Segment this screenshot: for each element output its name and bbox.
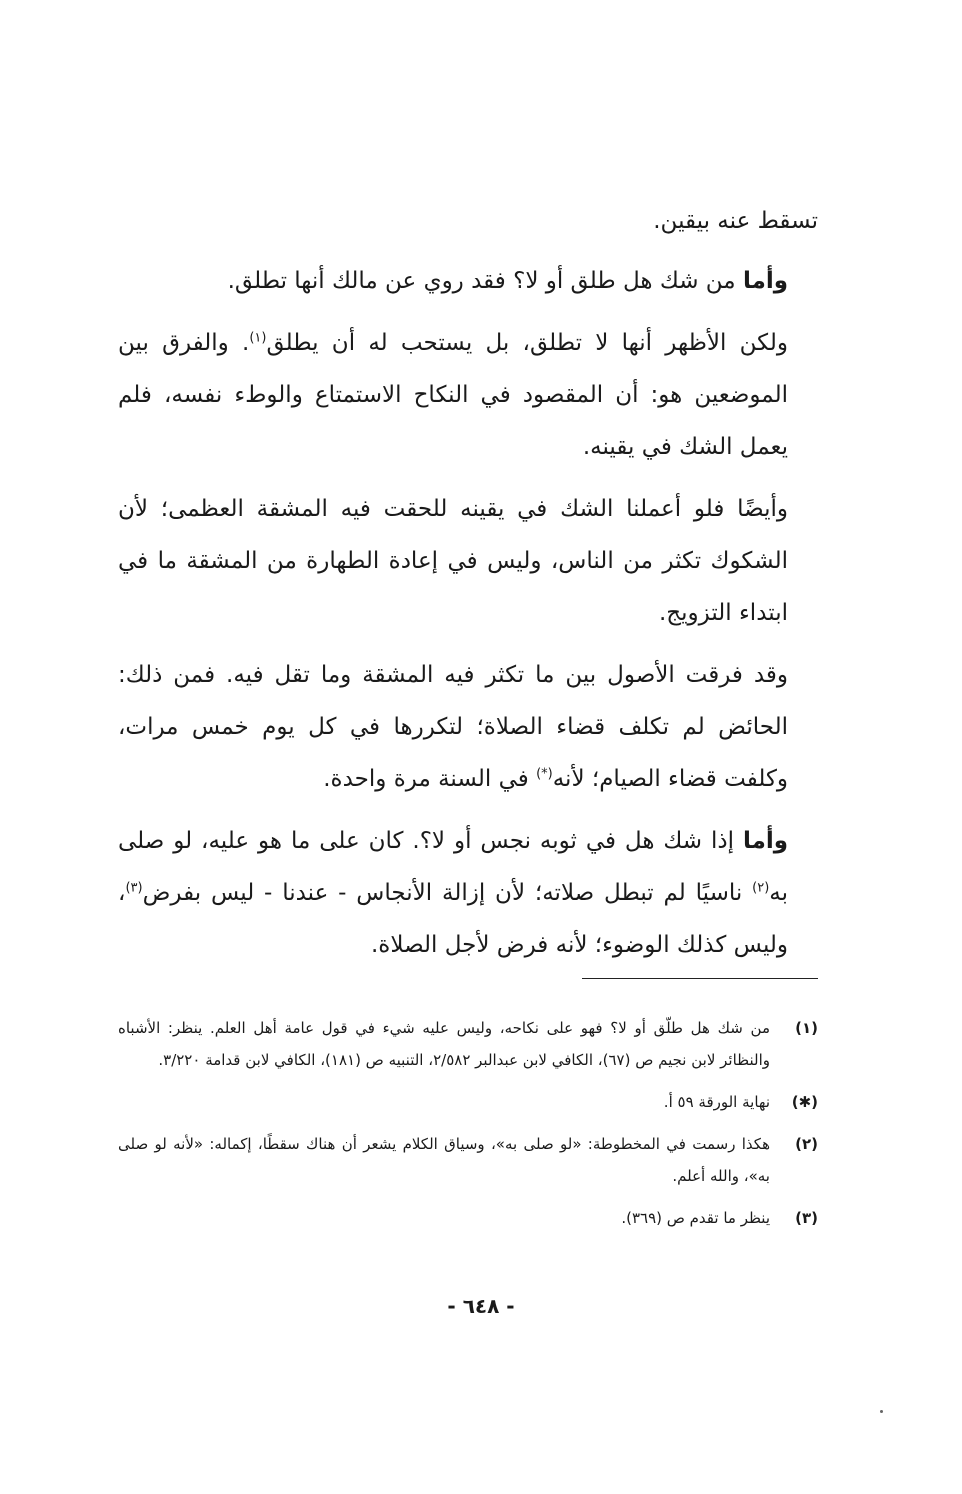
footnotes — [118, 1012, 818, 1244]
footnote-ref-1[interactable]: (١) — [249, 330, 267, 346]
paragraph-1 — [118, 255, 818, 307]
footnote-2 — [118, 1128, 818, 1192]
paragraph-1-lead: وأما — [742, 268, 788, 294]
paragraph-4 — [118, 649, 818, 805]
paragraph-5 — [118, 815, 818, 971]
paragraph-4-text-a: وقد فرقت الأصول بين ما تكثر فيه المشقة وما تقل فيه. فمن ذلك: الحائض لم تكلف قضاء الصلاة؛ لتكررها في كل يوم خمس مرات، وكلفت قضاء الصيام؛ لأنه — [118, 662, 788, 792]
paragraph-5-lead: وأما — [742, 828, 788, 854]
footnote-3-number: (٣) — [795, 1209, 818, 1227]
paragraph-2-text-a: ولكن الأظهر أنها لا تطلق، بل يستحب له أن يطلق — [266, 330, 788, 356]
footnote-3-text: ينظر ما تقدم ص (٣٦٩). — [621, 1209, 770, 1227]
main-text — [118, 195, 818, 981]
paragraph-4-text-b: في السنة مرة واحدة. — [323, 766, 537, 792]
paragraph-2 — [118, 317, 818, 473]
footnote-2-number: (٢) — [795, 1135, 818, 1153]
footnote-1-text: من شك هل طلّق أو لا؟ فهو على نكاحه، وليس عليه شيء في قول عامة أهل العلم. ينظر: الأشباه والنظائر لابن نجيم ص (٦٧)، الكافي لابن عبدالبر ٢/٥٨٢، التنبيه ص (١٨١)، الكافي لابن قدامة ٣/٢٢٠. — [118, 1019, 770, 1069]
footnote-2-text: هكذا رسمت في المخطوطة: «لو صلى به»، وسياق الكلام يشعر أن هناك سقطًا، إكماله: «لأنه لو صلى به»، والله أعلم. — [118, 1135, 770, 1185]
scan-speck — [880, 1410, 883, 1413]
paragraph-5-text-a: إذا شك هل في ثوبه نجس أو لا؟. كان على ما هو عليه، لو صلى به — [118, 828, 788, 906]
footnote-ref-3[interactable]: (٣) — [125, 880, 143, 896]
footnote-1-number: (١) — [795, 1019, 818, 1037]
paragraph-3-text: وأيضًا فلو أعملنا الشك في يقينه للحقت فيه المشقة العظمى؛ لأن الشكوك تكثر من الناس، وليس في إعادة الطهارة من المشقة ما في ابتداء التزويج. — [118, 496, 788, 626]
footnote-ref-star[interactable]: (*) — [536, 766, 553, 782]
paragraph-1-text: من شك هل طلق أو لا؟ فقد روي عن مالك أنها تطلق. — [227, 268, 743, 294]
footnote-ref-2[interactable]: (٢) — [752, 880, 770, 896]
paragraph-5-text-b: ناسيًا لم تبطل صلاته؛ لأن إزالة الأنجاس - عندنا - ليس بفرض — [142, 880, 753, 906]
footnote-star-text: نهاية الورقة ٥٩ أ. — [663, 1093, 770, 1111]
paragraph-0 — [118, 195, 818, 247]
page-number: - ٦٤٨ - — [447, 1294, 515, 1318]
paragraph-5-text-c: ، وليس كذلك الوضوء؛ لأنه فرض لأجل الصلاة. — [118, 880, 788, 958]
footnote-1 — [118, 1012, 818, 1076]
paragraph-0-text: تسقط عنه بيقين. — [653, 208, 818, 234]
paragraph-2-text-b: . والفرق بين الموضعين هو: أن المقصود في النكاح الاستمتاع والوطء نفسه، فلم يعمل الشك في يقينه. — [118, 330, 788, 460]
footnote-star — [118, 1086, 818, 1118]
footnote-divider — [582, 978, 818, 979]
paragraph-3 — [118, 483, 818, 639]
footnote-3 — [118, 1202, 818, 1234]
footnote-star-number: (✱) — [791, 1093, 818, 1111]
